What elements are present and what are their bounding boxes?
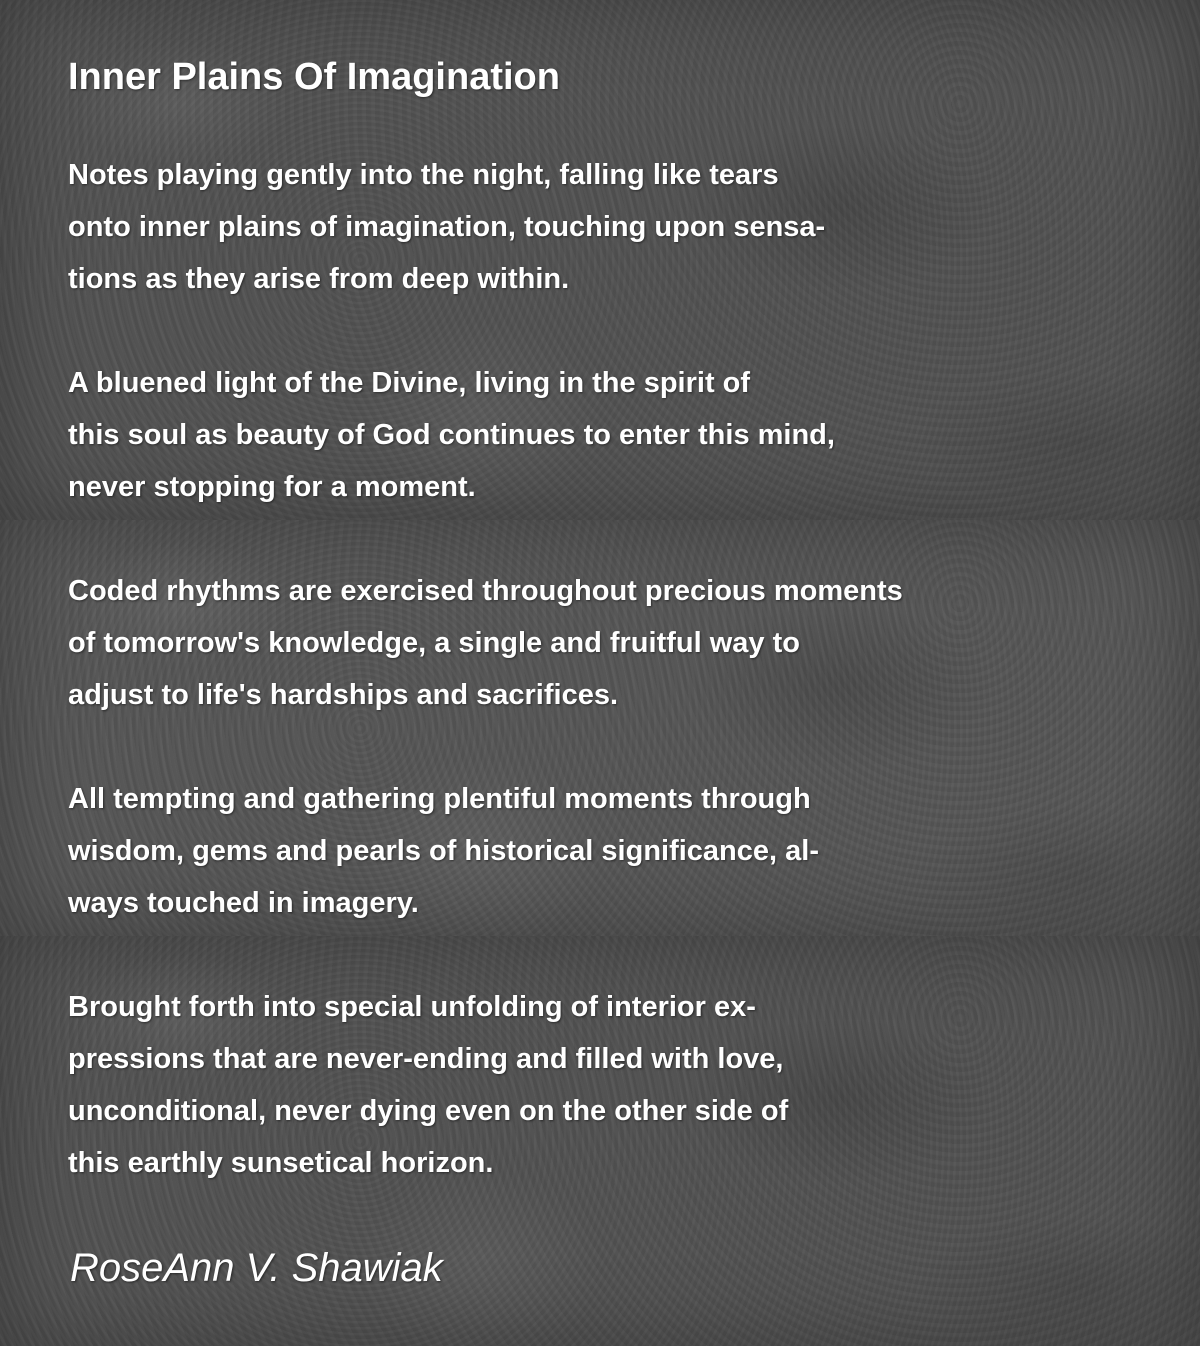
poem-line: never stopping for a moment. [68,471,476,503]
poem-line: ways touched in imagery. [68,887,419,919]
poem-line: unconditional, never dying even on the other side of [68,1095,789,1127]
poem-line: onto inner plains of imagination, touching upon sensa- [68,211,826,243]
poem-line: adjust to life's hardships and sacrifices. [68,679,619,711]
stanza-2 [68,357,835,513]
stanza-4 [68,773,819,929]
poem-line: Brought forth into special unfolding of interior ex- [68,991,756,1023]
poem-line: pressions that are never-ending and filled with love, [68,1043,784,1075]
stanza-1 [68,149,825,305]
poem-line: of tomorrow's knowledge, a single and fruitful way to [68,627,800,659]
stanza-3 [68,565,903,721]
poem-title: Inner Plains Of Imagination [68,56,560,98]
poem-author: RoseAnn V. Shawiak [70,1246,443,1290]
stanza-5 [68,981,788,1189]
poem-line: tions as they arise from deep within. [68,263,570,295]
poem-line: this soul as beauty of God continues to enter this mind, [68,419,835,451]
poem-line: wisdom, gems and pearls of historical significance, al- [68,835,819,867]
poem-line: All tempting and gathering plentiful moments through [68,783,811,815]
poem-line: Coded rhythms are exercised throughout precious moments [68,575,903,607]
poem-line: Notes playing gently into the night, falling like tears [68,159,779,191]
poem-line: this earthly sunsetical horizon. [68,1147,494,1179]
poem-line: A bluened light of the Divine, living in the spirit of [68,367,751,399]
